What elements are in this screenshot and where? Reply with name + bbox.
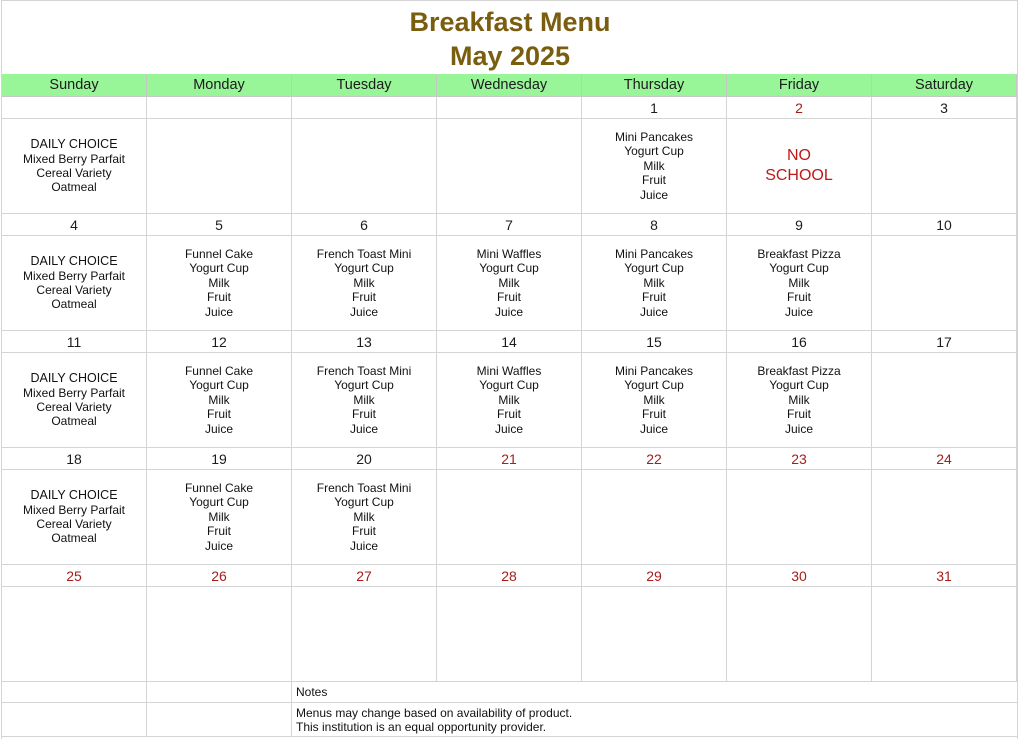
menu-item: Juice: [639, 421, 668, 436]
date-cell: [2, 331, 147, 353]
menu-item: Yogurt Cup: [334, 378, 394, 393]
menu-item: Funnel Cake: [184, 363, 254, 378]
date-cell: [147, 214, 292, 236]
menu-item: Yogurt Cup: [479, 261, 539, 276]
notes-heading: Notes: [292, 682, 1017, 703]
date-cell: [147, 565, 292, 587]
menu-item: Yogurt Cup: [769, 378, 829, 393]
menu-item: Milk: [208, 275, 230, 290]
date-number: 23: [791, 450, 807, 467]
date-number: 28: [501, 567, 517, 584]
menu-cell: [582, 353, 727, 448]
grid-left-border: [1, 0, 2, 739]
date-cell: [582, 331, 727, 353]
menu-item: Fruit: [642, 290, 666, 305]
menu-cell: [292, 353, 437, 448]
menu-item: Cereal Variety: [36, 400, 112, 414]
menu-item: Mini Waffles: [476, 363, 542, 378]
menu-item: Milk: [353, 275, 375, 290]
daily-choice-heading: DAILY CHOICE: [30, 371, 118, 386]
menu-item: Fruit: [207, 290, 231, 305]
date-cell: [727, 448, 872, 470]
menu-item: Fruit: [787, 407, 811, 422]
grid-top-border: [1, 0, 1018, 1]
note-line: This institution is an equal opportunity provider.: [296, 720, 547, 734]
date-number: 22: [646, 450, 662, 467]
date-number: 11: [66, 333, 82, 350]
menu-item: Yogurt Cup: [624, 261, 684, 276]
menu-item: Fruit: [207, 524, 231, 539]
menu-cell: [2, 353, 147, 448]
date-cell: [582, 214, 727, 236]
menu-item: Yogurt Cup: [189, 495, 249, 510]
date-cell: [872, 97, 1017, 119]
menu-cell: [872, 587, 1017, 682]
menu-item: Fruit: [787, 290, 811, 305]
day-header-saturday: [872, 74, 1017, 97]
notes-spacer-cell: [2, 703, 147, 737]
date-cell: [2, 214, 147, 236]
menu-item: Juice: [349, 538, 378, 553]
menu-item: Yogurt Cup: [189, 378, 249, 393]
menu-cell: [727, 470, 872, 565]
menu-cell: [437, 353, 582, 448]
menu-item: Milk: [208, 392, 230, 407]
date-number: 31: [936, 567, 952, 584]
menu-item: Fruit: [642, 407, 666, 422]
menu-item: Juice: [349, 304, 378, 319]
menu-item: Cereal Variety: [36, 517, 112, 531]
menu-cell: [292, 236, 437, 331]
menu-item: Fruit: [352, 524, 376, 539]
day-header-label: Thursday: [623, 77, 685, 93]
date-cell: [2, 448, 147, 470]
daily-choice-heading: DAILY CHOICE: [30, 488, 118, 503]
menu-item: Yogurt Cup: [334, 495, 394, 510]
date-number: 16: [791, 333, 807, 350]
menu-item: Fruit: [352, 290, 376, 305]
menu-item: Yogurt Cup: [189, 261, 249, 276]
menu-cell: [872, 119, 1017, 214]
menu-item: Fruit: [642, 173, 666, 188]
menu-cell: [582, 470, 727, 565]
date-number: 20: [356, 450, 372, 467]
menu-item: Mixed Berry Parfait: [22, 268, 126, 283]
day-header-sunday: [2, 74, 147, 97]
grid-right-border: [1017, 0, 1018, 739]
day-header-label: Friday: [778, 77, 820, 93]
date-cell: [292, 214, 437, 236]
date-number: 9: [795, 216, 803, 233]
menu-item: Funnel Cake: [184, 246, 254, 261]
date-number: 13: [356, 333, 372, 350]
date-number: 12: [211, 333, 227, 350]
date-number: 21: [501, 450, 517, 467]
menu-item: Juice: [204, 538, 233, 553]
date-cell: [437, 565, 582, 587]
date-cell: [872, 565, 1017, 587]
menu-cell: [727, 236, 872, 331]
menu-item: Cereal Variety: [36, 166, 112, 180]
menu-item: Juice: [639, 304, 668, 319]
no-school-label: SCHOOL: [765, 167, 833, 184]
menu-item: Juice: [204, 421, 233, 436]
menu-item: Mini Pancakes: [614, 129, 694, 144]
menu-item: Mini Waffles: [476, 246, 542, 261]
date-cell: [727, 97, 872, 119]
date-cell: [582, 448, 727, 470]
menu-item: Mini Pancakes: [614, 246, 694, 261]
menu-cell: [147, 470, 292, 565]
menu-item: Oatmeal: [51, 180, 97, 195]
date-cell: [292, 565, 437, 587]
menu-item: French Toast Mini: [316, 480, 412, 495]
notes-spacer-cell: [2, 682, 147, 703]
menu-item: Milk: [498, 392, 520, 407]
menu-item: French Toast Mini: [316, 246, 412, 261]
date-cell: [437, 448, 582, 470]
menu-cell: [147, 587, 292, 682]
day-header-friday: [727, 74, 872, 97]
date-cell: [727, 214, 872, 236]
menu-item: Mini Pancakes: [614, 363, 694, 378]
menu-cell: [292, 587, 437, 682]
menu-item: Yogurt Cup: [624, 378, 684, 393]
menu-cell: [727, 119, 872, 214]
date-cell: [437, 331, 582, 353]
date-number: 17: [936, 333, 952, 350]
menu-item: Breakfast Pizza: [757, 363, 841, 378]
menu-item: Milk: [498, 275, 520, 290]
menu-item: Mixed Berry Parfait: [22, 385, 126, 400]
menu-item: Milk: [788, 275, 810, 290]
menu-item: Milk: [643, 158, 665, 173]
menu-item: Milk: [788, 392, 810, 407]
date-number: 24: [936, 450, 952, 467]
date-number: 1: [650, 99, 658, 116]
menu-item: Fruit: [207, 407, 231, 422]
day-header-label: Sunday: [49, 77, 99, 93]
menu-title: Breakfast Menu: [409, 7, 611, 37]
menu-item: French Toast Mini: [316, 363, 412, 378]
date-number: 5: [215, 216, 223, 233]
menu-month: May 2025: [449, 41, 571, 71]
menu-cell: [872, 353, 1017, 448]
menu-item: Funnel Cake: [184, 480, 254, 495]
notes-body: [292, 703, 1017, 737]
note-line: Menus may change based on availability of product.: [296, 706, 573, 720]
date-cell: [292, 331, 437, 353]
daily-choice-heading: DAILY CHOICE: [30, 254, 118, 269]
menu-item: Milk: [643, 275, 665, 290]
date-number: 2: [795, 99, 803, 116]
menu-cell: [292, 119, 437, 214]
date-cell: [727, 565, 872, 587]
date-cell: [2, 565, 147, 587]
menu-cell: [872, 470, 1017, 565]
menu-cell: [147, 236, 292, 331]
menu-cell: [437, 587, 582, 682]
menu-item: Milk: [643, 392, 665, 407]
daily-choice-heading: DAILY CHOICE: [30, 137, 118, 152]
menu-item: Yogurt Cup: [624, 144, 684, 159]
menu-item: Oatmeal: [51, 531, 97, 546]
date-cell: [2, 97, 147, 119]
menu-cell: [147, 353, 292, 448]
date-number: 29: [646, 567, 662, 584]
day-header-label: Monday: [193, 77, 245, 93]
menu-item: Breakfast Pizza: [757, 246, 841, 261]
menu-cell: [2, 587, 147, 682]
date-cell: [872, 331, 1017, 353]
day-header-label: Saturday: [914, 77, 974, 93]
date-cell: [872, 448, 1017, 470]
menu-item: Juice: [349, 421, 378, 436]
day-header-label: Tuesday: [336, 77, 392, 93]
date-cell: [292, 448, 437, 470]
menu-item: Juice: [494, 304, 523, 319]
menu-cell: [147, 119, 292, 214]
date-number: 30: [791, 567, 807, 584]
menu-cell: [582, 587, 727, 682]
menu-item: Juice: [784, 304, 813, 319]
date-number: 3: [940, 99, 948, 116]
menu-cell: [727, 587, 872, 682]
date-cell: [147, 97, 292, 119]
menu-cell: [2, 236, 147, 331]
menu-cell: [2, 470, 147, 565]
date-cell: [147, 448, 292, 470]
menu-item: Fruit: [497, 407, 521, 422]
menu-cell: [727, 353, 872, 448]
menu-cell: [292, 470, 437, 565]
menu-item: Juice: [784, 421, 813, 436]
date-number: 8: [650, 216, 658, 233]
day-header-monday: [147, 74, 292, 97]
menu-item: Fruit: [352, 407, 376, 422]
menu-cell: [582, 236, 727, 331]
date-number: 4: [70, 216, 78, 233]
menu-item: Oatmeal: [51, 414, 97, 429]
date-cell: [292, 97, 437, 119]
menu-item: Cereal Variety: [36, 283, 112, 297]
notes-spacer-cell: [147, 703, 292, 737]
date-cell: [582, 565, 727, 587]
no-school-label: NO: [787, 147, 811, 164]
date-number: 25: [66, 567, 82, 584]
date-number: 7: [505, 216, 513, 233]
menu-cell: [2, 119, 147, 214]
menu-cell: [437, 470, 582, 565]
date-cell: [437, 214, 582, 236]
date-number: 18: [66, 450, 82, 467]
day-header-thursday: [582, 74, 727, 97]
date-number: 26: [211, 567, 227, 584]
menu-item: Milk: [353, 509, 375, 524]
menu-item: Mixed Berry Parfait: [22, 151, 126, 166]
notes-spacer-cell: [147, 682, 292, 703]
day-header-wednesday: [437, 74, 582, 97]
menu-item: Milk: [353, 392, 375, 407]
date-cell: [582, 97, 727, 119]
menu-item: Juice: [204, 304, 233, 319]
date-number: 10: [936, 216, 952, 233]
date-cell: [437, 97, 582, 119]
date-number: 27: [356, 567, 372, 584]
day-header-label: Wednesday: [470, 77, 548, 93]
menu-item: Juice: [639, 187, 668, 202]
day-header-tuesday: [292, 74, 437, 97]
date-cell: [727, 331, 872, 353]
menu-item: Fruit: [497, 290, 521, 305]
menu-cell: [582, 119, 727, 214]
menu-cell: [872, 236, 1017, 331]
menu-item: Yogurt Cup: [334, 261, 394, 276]
date-cell: [872, 214, 1017, 236]
menu-item: Juice: [494, 421, 523, 436]
menu-item: Milk: [208, 509, 230, 524]
date-number: 15: [646, 333, 662, 350]
date-number: 19: [211, 450, 227, 467]
menu-cell: [437, 236, 582, 331]
menu-item: Yogurt Cup: [769, 261, 829, 276]
date-number: 6: [360, 216, 368, 233]
menu-item: Mixed Berry Parfait: [22, 502, 126, 517]
menu-item: Oatmeal: [51, 297, 97, 312]
date-cell: [147, 331, 292, 353]
menu-item: Yogurt Cup: [479, 378, 539, 393]
menu-cell: [437, 119, 582, 214]
date-number: 14: [501, 333, 517, 350]
